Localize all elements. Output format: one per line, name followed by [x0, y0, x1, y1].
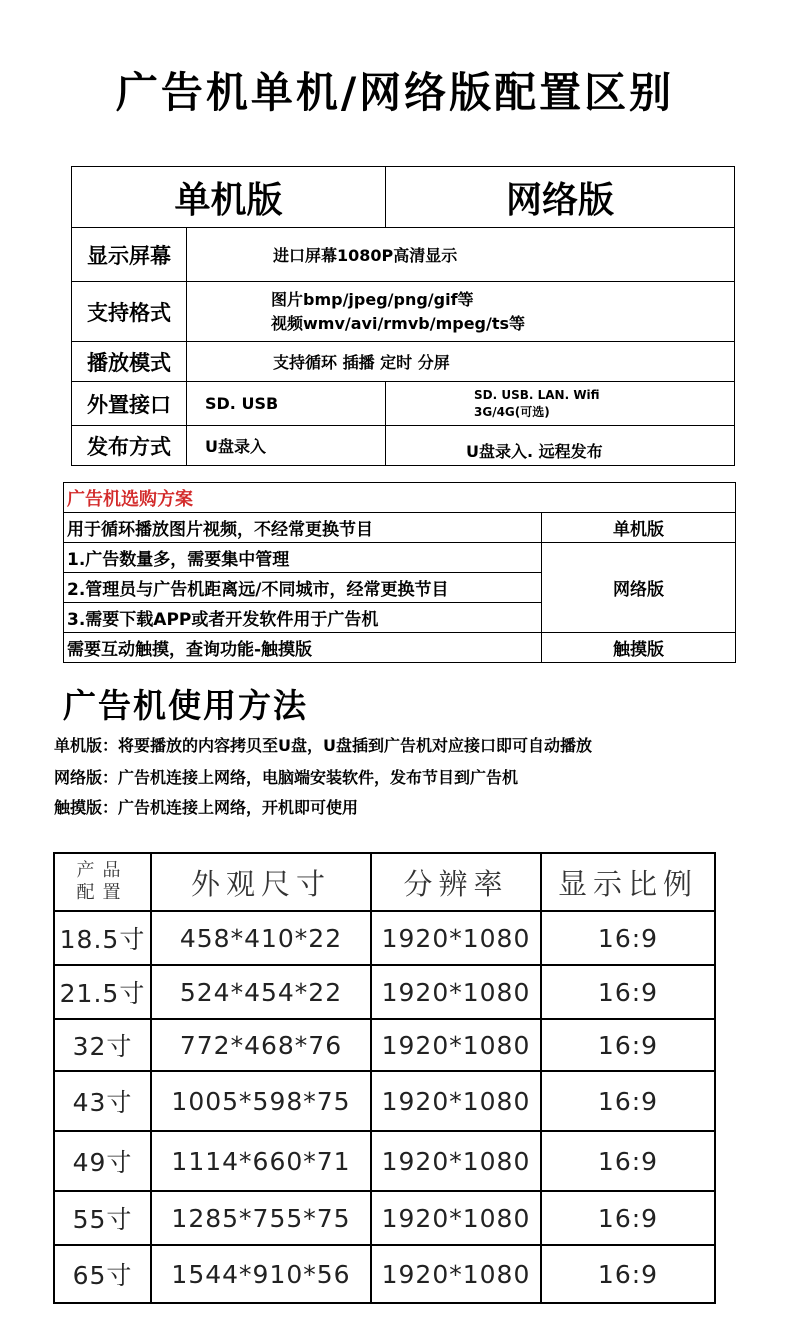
interface-standalone: SD. USB [187, 382, 386, 426]
row-label-publish: 发布方式 [72, 426, 187, 466]
spec-size: 772*468*76 [151, 1019, 371, 1071]
usage-network: 网络版：广告机连接上网络，电脑端安装软件，发布节目到广告机 [54, 768, 519, 787]
spec-resolution: 1920*1080 [371, 1245, 541, 1303]
purchase-version-touch: 触摸版 [542, 633, 736, 663]
row-value-display: 进口屏幕1080P高清显示 [187, 228, 735, 282]
spec-model: 55寸 [54, 1191, 151, 1245]
spec-ratio: 16:9 [541, 965, 715, 1019]
spec-model: 21.5寸 [54, 965, 151, 1019]
spec-resolution: 1920*1080 [371, 1131, 541, 1191]
spec-ratio: 16:9 [541, 1071, 715, 1131]
format-images: 图片bmp/jpeg/png/gif等 [271, 289, 474, 309]
row-label-mode: 播放模式 [72, 342, 187, 382]
header-standalone: 单机版 [72, 167, 386, 228]
spec-table [53, 852, 716, 1304]
spec-model: 18.5寸 [54, 911, 151, 965]
spec-ratio: 16:9 [541, 1245, 715, 1303]
header-network: 网络版 [386, 167, 735, 228]
interface-network-line1: SD. USB. LAN. Wifi [474, 387, 600, 402]
usage-title: 广告机使用方法 [63, 686, 308, 725]
spec-size: 1005*598*75 [151, 1071, 371, 1131]
page-title: 广告机单机/网络版配置区别 [115, 68, 675, 117]
purchase-plan-table [63, 482, 736, 663]
spec-ratio: 16:9 [541, 1019, 715, 1071]
publish-standalone: U盘录入 [187, 426, 386, 466]
spec-size: 1114*660*71 [151, 1131, 371, 1191]
purchase-version-network: 网络版 [542, 543, 736, 633]
spec-model: 65寸 [54, 1245, 151, 1303]
spec-model: 49寸 [54, 1131, 151, 1191]
spec-resolution: 1920*1080 [371, 911, 541, 965]
purchase-row: 2.管理员与广告机距离远/不同城市，经常更换节目 [64, 573, 542, 603]
spec-model: 43寸 [54, 1071, 151, 1131]
spec-size: 458*410*22 [151, 911, 371, 965]
spec-ratio: 16:9 [541, 1131, 715, 1191]
purchase-row: 3.需要下载APP或者开发软件用于广告机 [64, 603, 542, 633]
purchase-row: 需要互动触摸，查询功能-触摸版 [64, 633, 542, 663]
purchase-row: 用于循环播放图片视频，不经常更换节目 [64, 513, 542, 543]
spec-model: 32寸 [54, 1019, 151, 1071]
header-resolution: 分辨率 [371, 853, 541, 911]
purchase-version-standalone: 单机版 [542, 513, 736, 543]
spec-size: 1544*910*56 [151, 1245, 371, 1303]
publish-network: U盘录入. 远程发布 [386, 426, 735, 466]
row-value-mode: 支持循环 插播 定时 分屏 [187, 342, 735, 382]
spec-resolution: 1920*1080 [371, 1019, 541, 1071]
spec-ratio: 16:9 [541, 911, 715, 965]
header-ratio: 显示比例 [541, 853, 715, 911]
header-size: 外观尺寸 [151, 853, 371, 911]
corner-product: 产品 [76, 860, 129, 881]
usage-touch: 触摸版：广告机连接上网络，开机即可使用 [54, 798, 359, 817]
purchase-row: 1.广告数量多，需要集中管理 [64, 543, 542, 573]
interface-network-line2: 3G/4G(可选) [474, 404, 550, 419]
spec-ratio: 16:9 [541, 1191, 715, 1245]
row-label-interface: 外置接口 [72, 382, 187, 426]
spec-resolution: 1920*1080 [371, 1071, 541, 1131]
spec-resolution: 1920*1080 [371, 965, 541, 1019]
purchase-title: 广告机选购方案 [64, 483, 736, 513]
corner-config: 配置 [76, 882, 129, 903]
spec-size: 1285*755*75 [151, 1191, 371, 1245]
format-videos: 视频wmv/avi/rmvb/mpeg/ts等 [271, 313, 526, 333]
usage-standalone: 单机版：将要播放的内容拷贝至U盘，U盘插到广告机对应接口即可自动播放 [54, 736, 592, 755]
config-comparison-table [71, 166, 735, 466]
spec-resolution: 1920*1080 [371, 1191, 541, 1245]
row-label-display: 显示屏幕 [72, 228, 187, 282]
spec-size: 524*454*22 [151, 965, 371, 1019]
row-label-format: 支持格式 [72, 282, 187, 342]
